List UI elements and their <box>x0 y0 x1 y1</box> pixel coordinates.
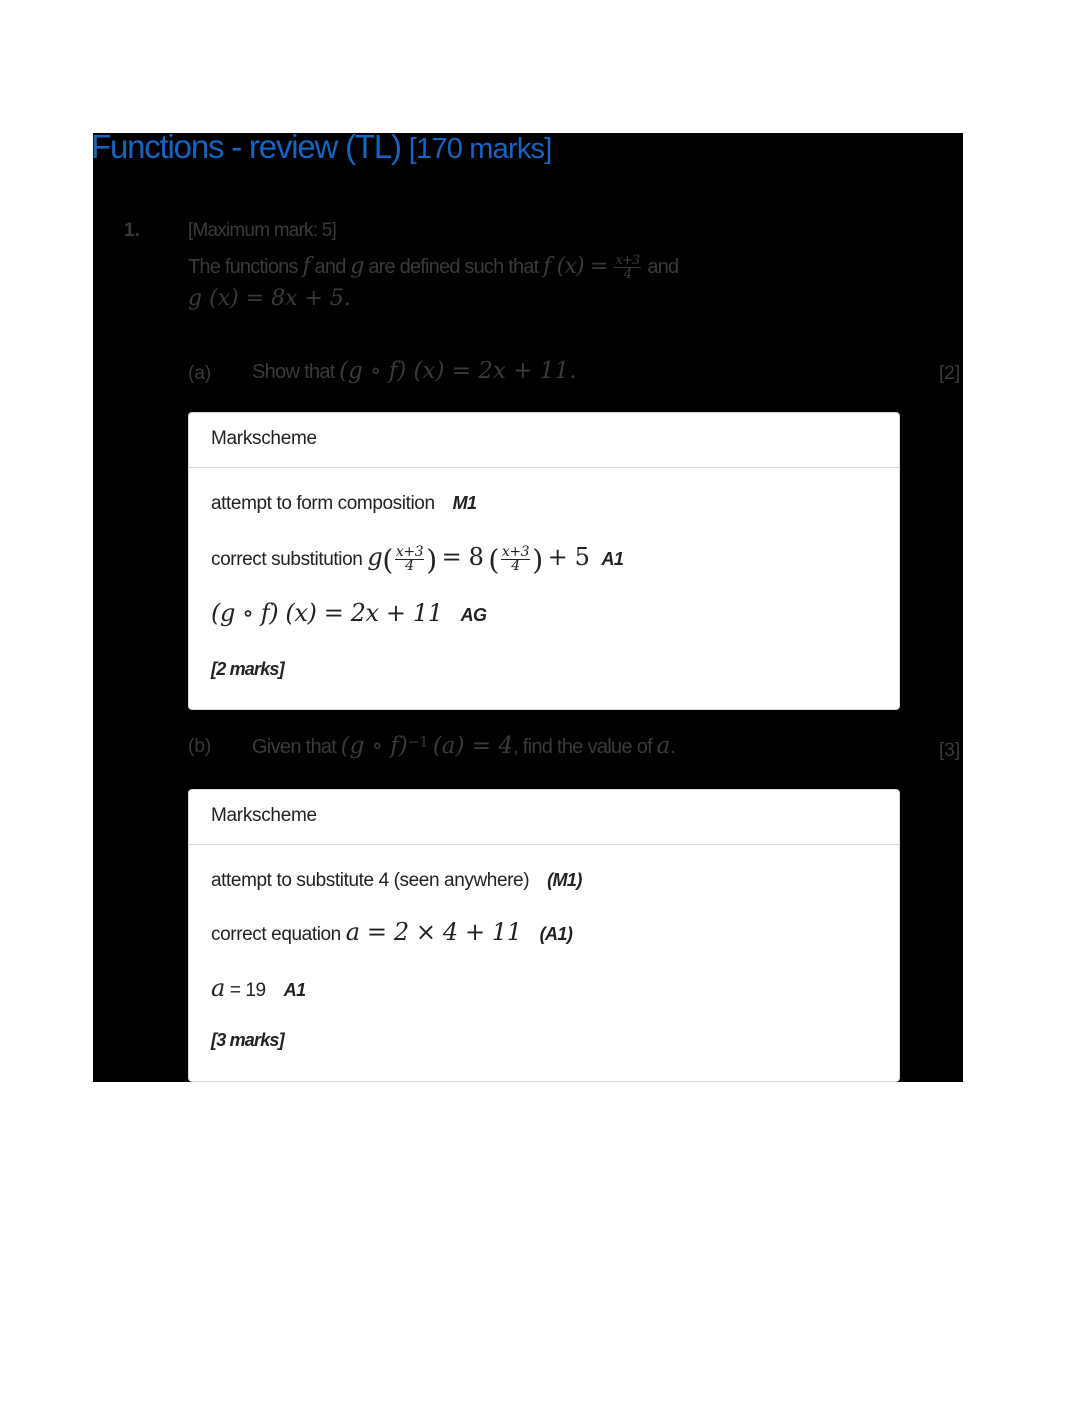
markscheme-total: [3 marks] <box>211 1030 284 1050</box>
mark-code: A1 <box>283 980 306 1000</box>
title-marks: [170 marks] <box>408 133 552 165</box>
question-stem-line-1: The functions f and g are defined such that f (x) = $\frac{x+3}{4}$ and <box>188 253 679 283</box>
markscheme-line: attempt to substitute 4 (seen anywhere) (M1) <box>211 870 582 891</box>
mark-code: (M1) <box>547 870 582 890</box>
part-b-marks: [3] <box>939 740 961 761</box>
mark-code: A1 <box>601 549 624 569</box>
markscheme-line: a = 19 A1 <box>211 974 306 1002</box>
markscheme-line: attempt to form composition M1 <box>211 493 477 514</box>
question-number: 1. <box>124 220 140 241</box>
title-text: Functions - review (TL) <box>91 128 401 165</box>
mark-code: M1 <box>452 493 477 513</box>
page-title <box>91 128 551 166</box>
markscheme-total: [2 marks] <box>211 659 284 679</box>
part-a-question: Show that (g ∘ f) (x) = 2x + 11. <box>252 358 577 384</box>
maximum-mark: [Maximum mark: 5] <box>188 220 336 241</box>
markscheme-card-a <box>188 412 900 710</box>
mark-code: (A1) <box>539 924 573 944</box>
markscheme-line: (g ∘ f) (x) = 2x + 11 AG <box>211 599 487 627</box>
markscheme-header[interactable]: Markscheme <box>189 413 899 468</box>
part-b-label: (b) <box>188 736 212 757</box>
part-b-question: Given that (g ∘ f)$^{-1}$ (a) = 4, find the value of a. <box>252 733 676 759</box>
question-stem-line-2: g (x) = 8x + 5. <box>188 286 351 311</box>
fraction: $\frac{x+3}{4}$ <box>615 253 640 283</box>
mark-code: AG <box>460 605 487 625</box>
part-a-label: (a) <box>188 363 212 384</box>
markscheme-line: correct equation a = 2 × 4 + 11 (A1) <box>211 918 573 946</box>
markscheme-header[interactable]: Markscheme <box>189 790 899 845</box>
part-a-marks: [2] <box>939 363 961 384</box>
markscheme-card-b <box>188 789 900 1082</box>
markscheme-line: correct substitution g( $\frac{x+3}{4}$ ) = 8 ( $\frac{x+3}{4}$ ) + 5 A1 <box>211 543 624 577</box>
